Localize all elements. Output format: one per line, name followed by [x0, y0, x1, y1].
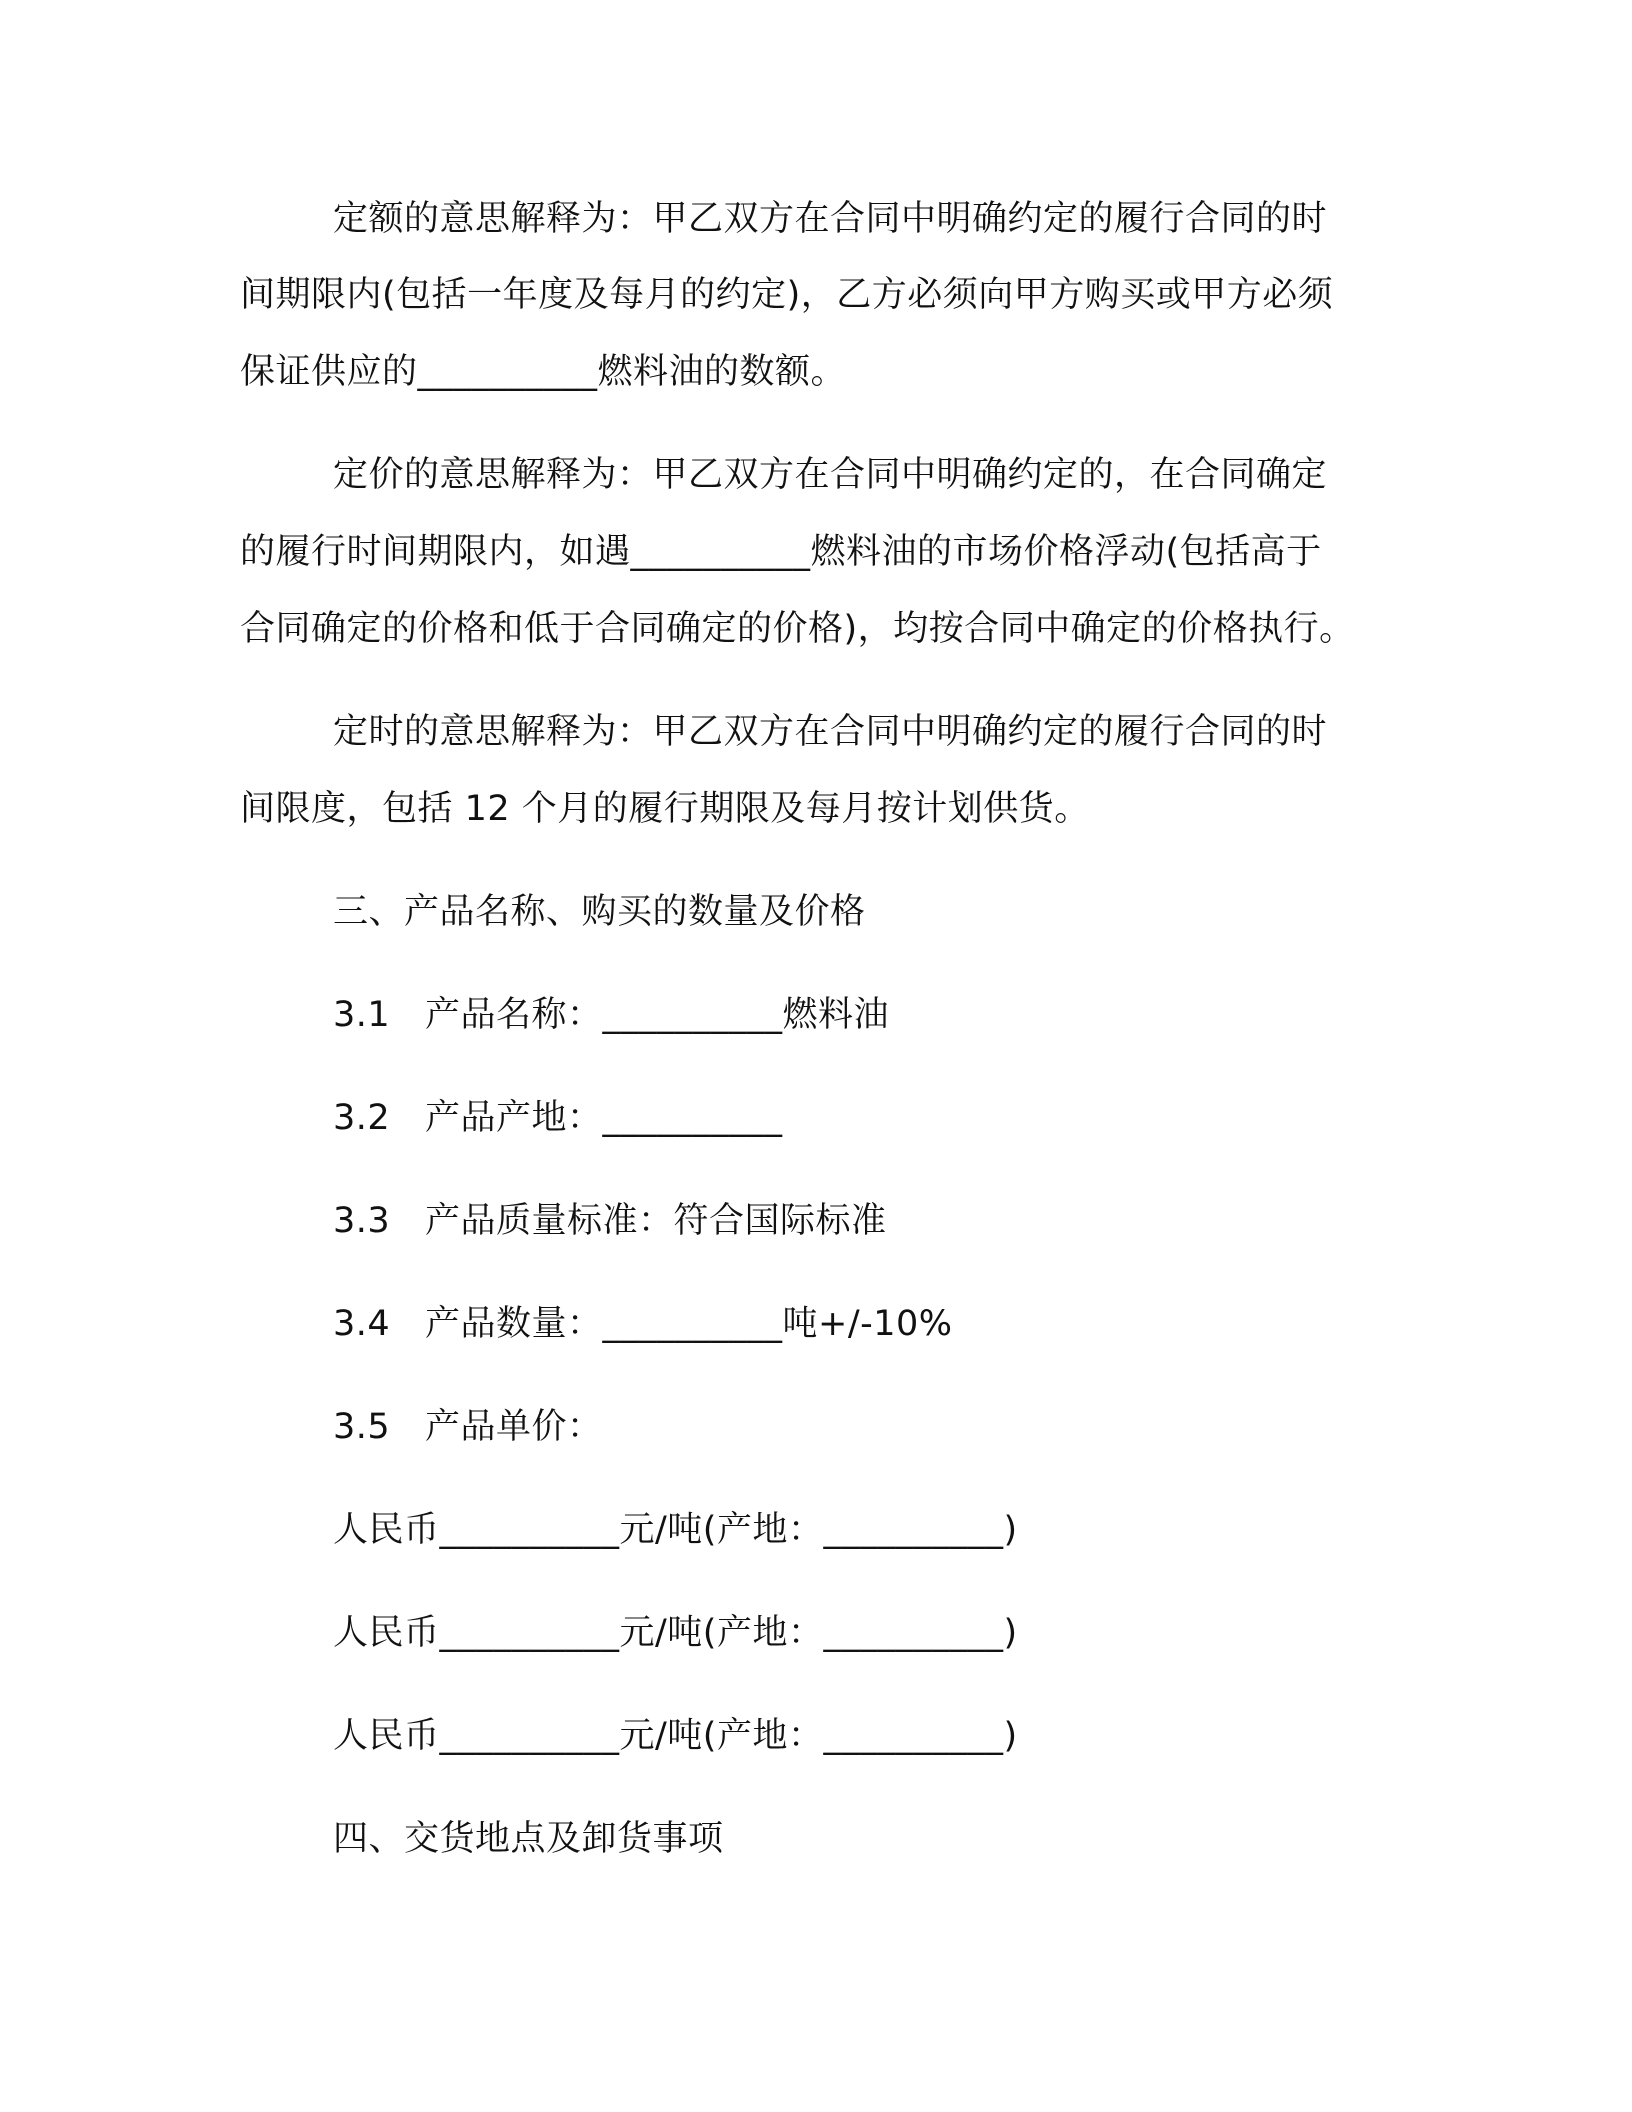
item-text: 产品产地：__________: [425, 1098, 783, 1138]
item-text: 产品名称：__________燃料油: [425, 995, 890, 1035]
price-line-1: 人民币__________元/吨(产地：__________): [333, 1510, 1018, 1550]
section-4-heading: 四、交货地点及卸货事项: [333, 1819, 724, 1859]
item-text: 产品质量标准：符合国际标准: [425, 1201, 887, 1241]
item-3-2: [333, 1096, 783, 1140]
item-text: 产品单价：: [425, 1407, 603, 1447]
item-number: 3.2: [333, 1098, 391, 1138]
para-price-line-2: 的履行时间期限内，如遇__________燃料油的市场价格浮动(包括高于: [240, 532, 1322, 572]
item-number: 3.4: [333, 1304, 391, 1344]
section-3-heading: 三、产品名称、购买的数量及价格: [333, 892, 866, 932]
item-3-5: [333, 1405, 603, 1449]
item-number: 3.3: [333, 1201, 391, 1241]
para-price-line-3: 合同确定的价格和低于合同确定的价格)，均按合同中确定的价格执行。: [240, 609, 1355, 649]
item-3-3: [333, 1199, 887, 1243]
para-time-line-2: 间限度，包括 12 个月的履行期限及每月按计划供货。: [240, 789, 1090, 829]
price-line-2: 人民币__________元/吨(产地：__________): [333, 1613, 1018, 1653]
para-quota-line-2: 间期限内(包括一年度及每月的约定)，乙方必须向甲方购买或甲方必须: [240, 275, 1334, 315]
para-quota-line-3: 保证供应的__________燃料油的数额。: [240, 352, 847, 392]
para-quota-line-1: 定额的意思解释为：甲乙双方在合同中明确约定的履行合同的时: [333, 199, 1328, 239]
item-3-1: [333, 993, 889, 1037]
item-3-4: [333, 1302, 953, 1346]
price-line-3: 人民币__________元/吨(产地：__________): [333, 1716, 1018, 1756]
item-text: 产品数量：__________吨+/-10%: [425, 1304, 953, 1344]
para-time-line-1: 定时的意思解释为：甲乙双方在合同中明确约定的履行合同的时: [333, 712, 1328, 752]
item-number: 3.1: [333, 995, 391, 1035]
item-number: 3.5: [333, 1407, 391, 1447]
para-price-line-1: 定价的意思解释为：甲乙双方在合同中明确约定的，在合同确定: [333, 455, 1328, 495]
